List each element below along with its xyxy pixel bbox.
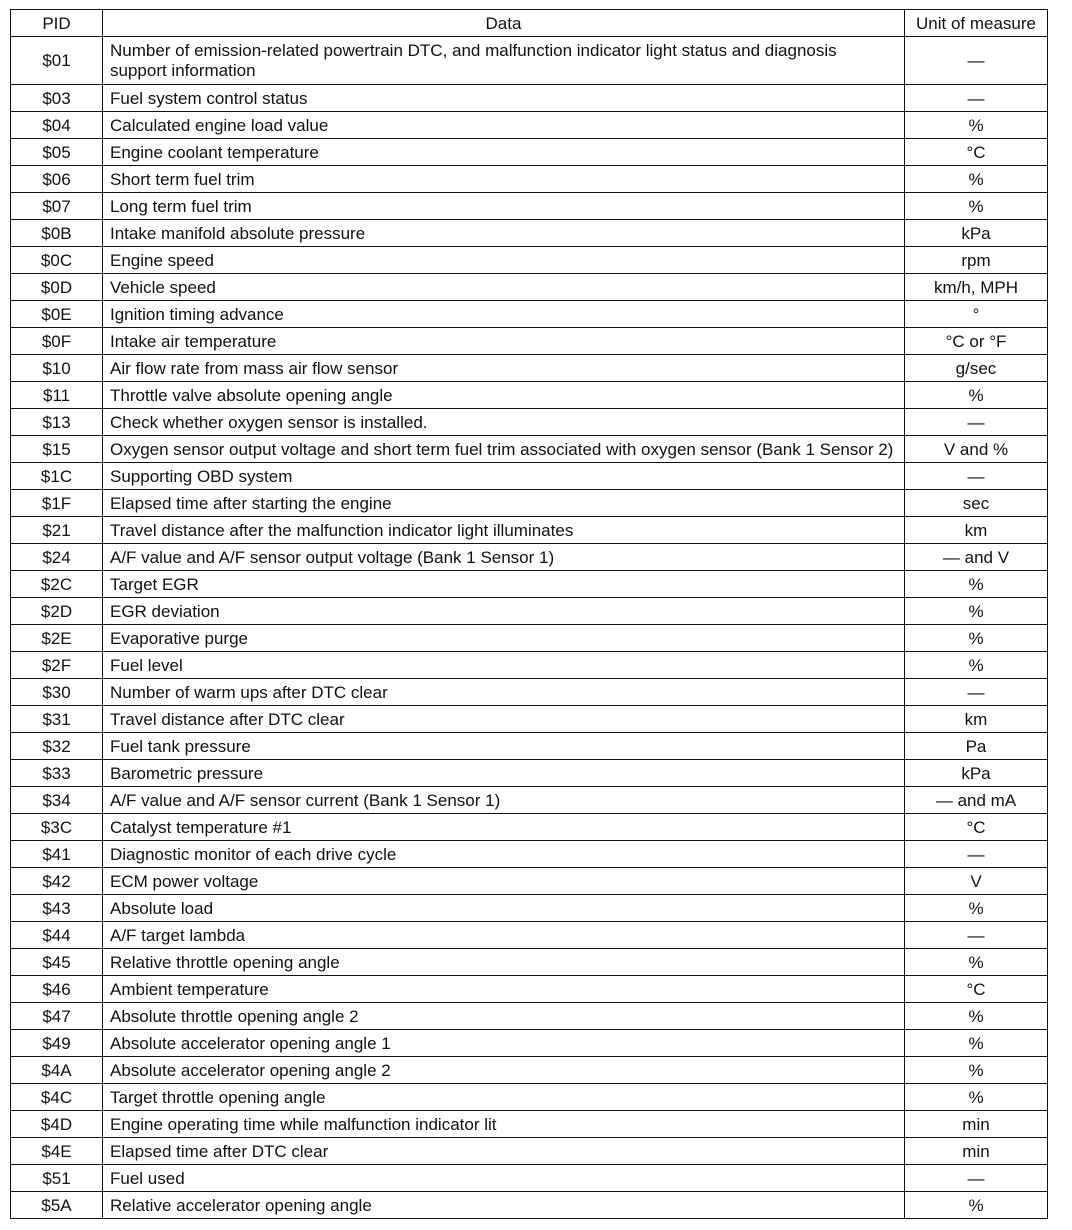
pid-cell: $0C: [11, 247, 103, 274]
table-row: [11, 193, 1048, 220]
data-cell: Long term fuel trim: [103, 193, 905, 220]
table-row: [11, 895, 1048, 922]
table-header-row: [11, 10, 1048, 37]
pid-cell: $46: [11, 976, 103, 1003]
unit-cell: km: [905, 517, 1048, 544]
table-row: [11, 409, 1048, 436]
unit-cell: min: [905, 1111, 1048, 1138]
pid-cell: $5A: [11, 1192, 103, 1219]
unit-cell: %: [905, 1057, 1048, 1084]
data-cell: Check whether oxygen sensor is installed.: [103, 409, 905, 436]
pid-cell: $4C: [11, 1084, 103, 1111]
pid-cell: $24: [11, 544, 103, 571]
table-row: [11, 463, 1048, 490]
pid-cell: $51: [11, 1165, 103, 1192]
data-cell: Calculated engine load value: [103, 112, 905, 139]
unit-cell: %: [905, 895, 1048, 922]
unit-cell: %: [905, 1030, 1048, 1057]
pid-cell: $2E: [11, 625, 103, 652]
unit-cell: g/sec: [905, 355, 1048, 382]
unit-cell: — and V: [905, 544, 1048, 571]
data-cell: Fuel level: [103, 652, 905, 679]
table-row: [11, 841, 1048, 868]
pid-cell: $0E: [11, 301, 103, 328]
pid-cell: $2C: [11, 571, 103, 598]
data-cell: Target throttle opening angle: [103, 1084, 905, 1111]
pid-cell: $45: [11, 949, 103, 976]
pid-cell: $49: [11, 1030, 103, 1057]
table-row: [11, 868, 1048, 895]
table-row: [11, 976, 1048, 1003]
pid-cell: $10: [11, 355, 103, 382]
unit-cell: °C: [905, 814, 1048, 841]
data-cell: Vehicle speed: [103, 274, 905, 301]
data-cell: EGR deviation: [103, 598, 905, 625]
pid-cell: $06: [11, 166, 103, 193]
data-cell: Short term fuel trim: [103, 166, 905, 193]
table-row: [11, 490, 1048, 517]
unit-cell: %: [905, 193, 1048, 220]
table-row: [11, 544, 1048, 571]
pid-cell: $2D: [11, 598, 103, 625]
pid-cell: $1F: [11, 490, 103, 517]
data-cell: Air flow rate from mass air flow sensor: [103, 355, 905, 382]
data-cell: Fuel system control status: [103, 85, 905, 112]
unit-cell: %: [905, 571, 1048, 598]
data-cell: Supporting OBD system: [103, 463, 905, 490]
unit-cell: —: [905, 841, 1048, 868]
table-row: [11, 37, 1048, 85]
table-row: [11, 733, 1048, 760]
data-cell: Catalyst temperature #1: [103, 814, 905, 841]
unit-cell: %: [905, 949, 1048, 976]
table-row: [11, 1030, 1048, 1057]
table-row: [11, 1138, 1048, 1165]
pid-cell: $0F: [11, 328, 103, 355]
unit-cell: °C: [905, 976, 1048, 1003]
data-cell: ECM power voltage: [103, 868, 905, 895]
data-cell: Number of emission-related powertrain DTC, and malfunction indicator light status and diagnosis support information: [103, 37, 905, 85]
data-cell: Engine speed: [103, 247, 905, 274]
pid-cell: $01: [11, 37, 103, 85]
data-cell: Oxygen sensor output voltage and short term fuel trim associated with oxygen sensor (Bank 1 Sensor 2): [103, 436, 905, 463]
unit-cell: sec: [905, 490, 1048, 517]
table-row: [11, 112, 1048, 139]
table-row: [11, 652, 1048, 679]
unit-cell: —: [905, 922, 1048, 949]
table-row: [11, 382, 1048, 409]
unit-cell: %: [905, 112, 1048, 139]
unit-cell: %: [905, 166, 1048, 193]
data-cell: Engine coolant temperature: [103, 139, 905, 166]
data-cell: Fuel tank pressure: [103, 733, 905, 760]
pid-cell: $41: [11, 841, 103, 868]
table-row: [11, 1165, 1048, 1192]
pid-cell: $4D: [11, 1111, 103, 1138]
data-cell: Evaporative purge: [103, 625, 905, 652]
unit-cell: — and mA: [905, 787, 1048, 814]
data-cell: Absolute accelerator opening angle 2: [103, 1057, 905, 1084]
pid-cell: $1C: [11, 463, 103, 490]
unit-cell: V and %: [905, 436, 1048, 463]
pid-cell: $03: [11, 85, 103, 112]
unit-cell: V: [905, 868, 1048, 895]
table-row: [11, 1003, 1048, 1030]
data-cell: Travel distance after DTC clear: [103, 706, 905, 733]
pid-cell: $32: [11, 733, 103, 760]
pid-cell: $11: [11, 382, 103, 409]
unit-cell: kPa: [905, 220, 1048, 247]
pid-cell: $3C: [11, 814, 103, 841]
pid-cell: $0B: [11, 220, 103, 247]
unit-cell: km: [905, 706, 1048, 733]
data-cell: Relative throttle opening angle: [103, 949, 905, 976]
table-row: [11, 1111, 1048, 1138]
unit-cell: kPa: [905, 760, 1048, 787]
data-cell: Number of warm ups after DTC clear: [103, 679, 905, 706]
pid-cell: $15: [11, 436, 103, 463]
data-cell: Intake manifold absolute pressure: [103, 220, 905, 247]
unit-cell: %: [905, 1003, 1048, 1030]
pid-cell: $44: [11, 922, 103, 949]
unit-cell: %: [905, 652, 1048, 679]
table-row: [11, 625, 1048, 652]
pid-cell: $05: [11, 139, 103, 166]
unit-cell: min: [905, 1138, 1048, 1165]
table-row: [11, 436, 1048, 463]
table-row: [11, 1057, 1048, 1084]
table-row: [11, 85, 1048, 112]
pid-cell: $34: [11, 787, 103, 814]
table-row: [11, 679, 1048, 706]
data-cell: Absolute accelerator opening angle 1: [103, 1030, 905, 1057]
table-row: [11, 598, 1048, 625]
unit-cell: —: [905, 679, 1048, 706]
pid-cell: $4E: [11, 1138, 103, 1165]
unit-cell: km/h, MPH: [905, 274, 1048, 301]
table-row: [11, 328, 1048, 355]
header-data: Data: [103, 10, 905, 37]
table-row: [11, 166, 1048, 193]
unit-cell: —: [905, 1165, 1048, 1192]
pid-table: [10, 9, 1048, 1219]
table-row: [11, 922, 1048, 949]
data-cell: Barometric pressure: [103, 760, 905, 787]
header-unit: Unit of measure: [905, 10, 1048, 37]
data-cell: A/F value and A/F sensor current (Bank 1 Sensor 1): [103, 787, 905, 814]
table-row: [11, 571, 1048, 598]
data-cell: Diagnostic monitor of each drive cycle: [103, 841, 905, 868]
pid-cell: $21: [11, 517, 103, 544]
table-row: [11, 139, 1048, 166]
unit-cell: %: [905, 1192, 1048, 1219]
unit-cell: —: [905, 409, 1048, 436]
data-cell: Elapsed time after DTC clear: [103, 1138, 905, 1165]
table-row: [11, 517, 1048, 544]
pid-cell: $31: [11, 706, 103, 733]
pid-cell: $30: [11, 679, 103, 706]
table-body: [11, 37, 1048, 1219]
unit-cell: °C or °F: [905, 328, 1048, 355]
pid-cell: $33: [11, 760, 103, 787]
header-pid: PID: [11, 10, 103, 37]
pid-cell: $43: [11, 895, 103, 922]
table-row: [11, 274, 1048, 301]
table-row: [11, 355, 1048, 382]
data-cell: Ignition timing advance: [103, 301, 905, 328]
table-row: [11, 949, 1048, 976]
data-cell: Absolute throttle opening angle 2: [103, 1003, 905, 1030]
pid-cell: $0D: [11, 274, 103, 301]
table-row: [11, 247, 1048, 274]
pid-cell: $13: [11, 409, 103, 436]
data-cell: A/F target lambda: [103, 922, 905, 949]
data-cell: Target EGR: [103, 571, 905, 598]
data-cell: Intake air temperature: [103, 328, 905, 355]
unit-cell: °: [905, 301, 1048, 328]
data-cell: Elapsed time after starting the engine: [103, 490, 905, 517]
pid-cell: $42: [11, 868, 103, 895]
pid-cell: $07: [11, 193, 103, 220]
data-cell: Throttle valve absolute opening angle: [103, 382, 905, 409]
data-cell: Fuel used: [103, 1165, 905, 1192]
unit-cell: %: [905, 625, 1048, 652]
unit-cell: Pa: [905, 733, 1048, 760]
data-cell: A/F value and A/F sensor output voltage (Bank 1 Sensor 1): [103, 544, 905, 571]
data-cell: Relative accelerator opening angle: [103, 1192, 905, 1219]
data-cell: Absolute load: [103, 895, 905, 922]
data-cell: Travel distance after the malfunction indicator light illuminates: [103, 517, 905, 544]
table-row: [11, 1192, 1048, 1219]
unit-cell: —: [905, 85, 1048, 112]
table-row: [11, 220, 1048, 247]
pid-cell: $4A: [11, 1057, 103, 1084]
unit-cell: %: [905, 382, 1048, 409]
unit-cell: rpm: [905, 247, 1048, 274]
table-row: [11, 787, 1048, 814]
unit-cell: —: [905, 37, 1048, 85]
unit-cell: °C: [905, 139, 1048, 166]
unit-cell: %: [905, 598, 1048, 625]
pid-cell: $2F: [11, 652, 103, 679]
pid-cell: $04: [11, 112, 103, 139]
unit-cell: %: [905, 1084, 1048, 1111]
table-row: [11, 814, 1048, 841]
unit-cell: —: [905, 463, 1048, 490]
table-row: [11, 760, 1048, 787]
pid-cell: $47: [11, 1003, 103, 1030]
table-row: [11, 1084, 1048, 1111]
data-cell: Engine operating time while malfunction indicator lit: [103, 1111, 905, 1138]
table-row: [11, 301, 1048, 328]
data-cell: Ambient temperature: [103, 976, 905, 1003]
table-row: [11, 706, 1048, 733]
